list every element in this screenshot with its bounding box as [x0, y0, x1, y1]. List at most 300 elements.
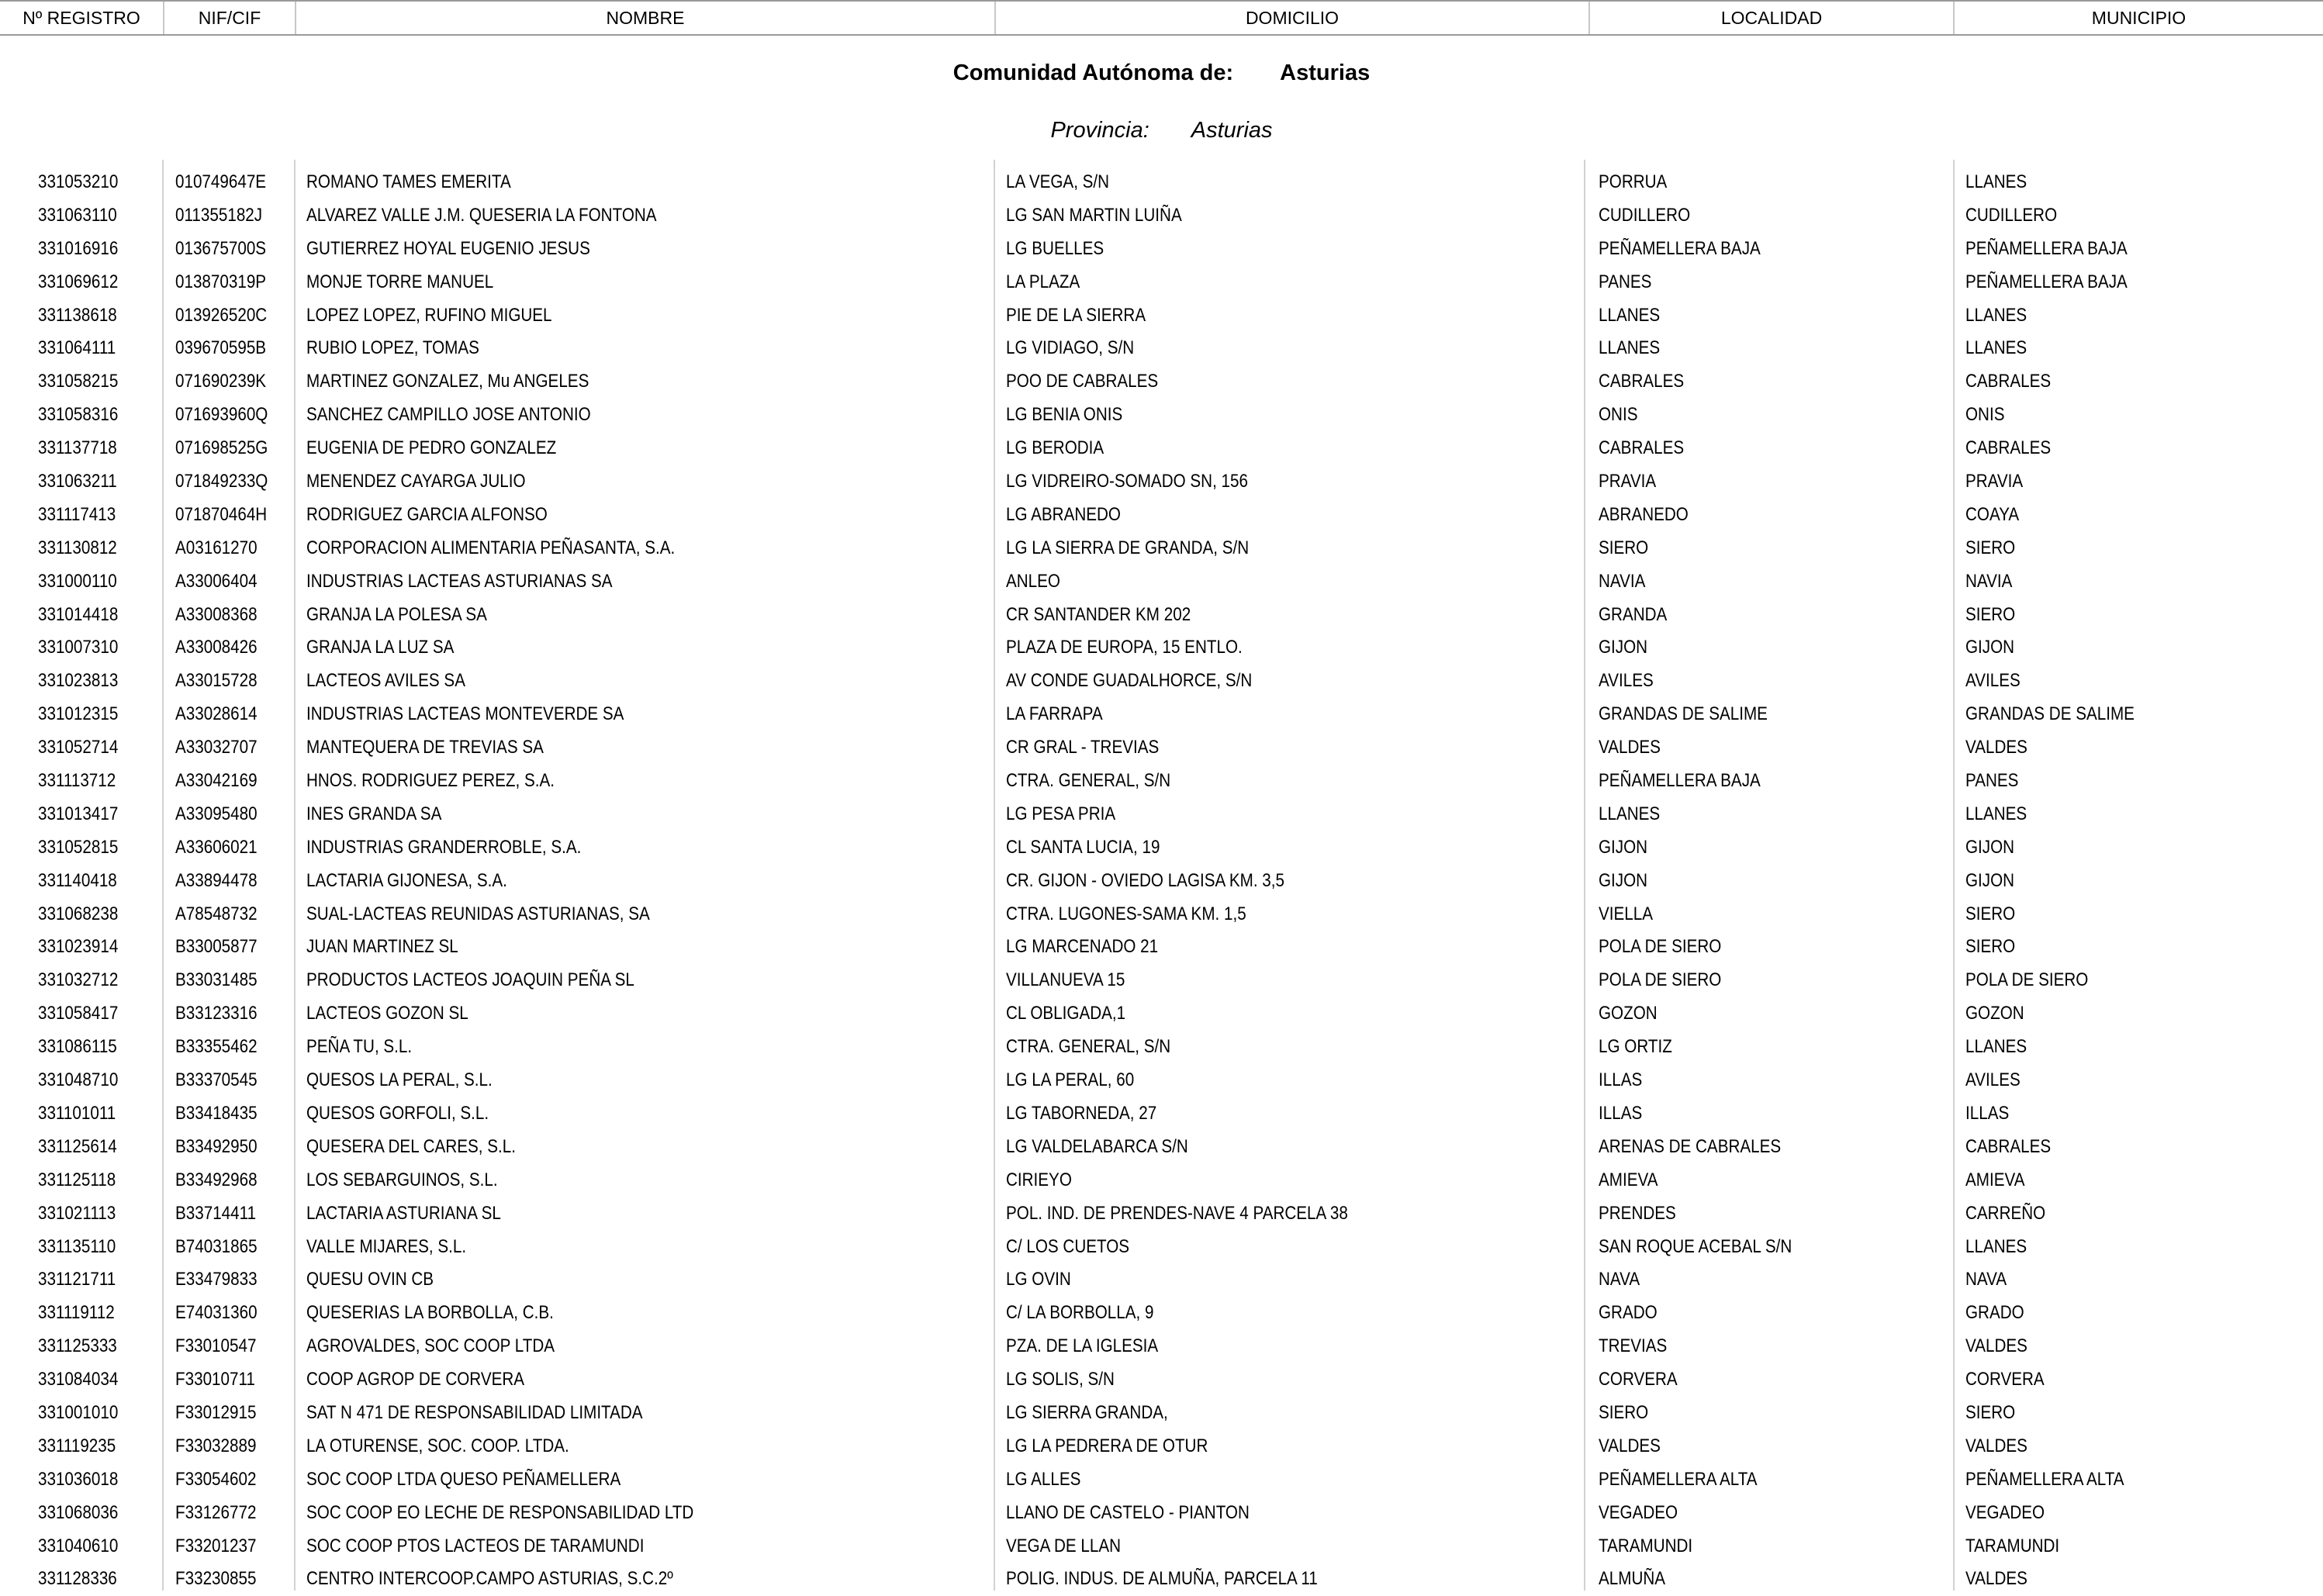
cell-municipio: CUDILLERO	[1965, 204, 2058, 226]
cell-localidad: CABRALES	[1599, 437, 1685, 459]
cell-municipio: SIERO	[1965, 936, 2016, 958]
table-row	[0, 964, 2323, 997]
cell-nombre: LACTARIA GIJONESA, S.A.	[306, 869, 507, 891]
cell-localidad: PEÑAMELLERA ALTA	[1599, 1468, 1758, 1490]
cell-domicilio: LG PESA PRIA	[1006, 803, 1116, 824]
cell-nif: 013870319P	[175, 271, 267, 292]
cell-localidad: GRANDA	[1599, 603, 1668, 625]
table-row	[0, 1463, 2323, 1497]
table-row	[0, 365, 2323, 399]
cell-registro: 331064111	[38, 337, 116, 359]
cell-domicilio: CTRA. LUGONES-SAMA KM. 1,5	[1006, 903, 1246, 924]
provincia-value: Asturias	[1191, 118, 1273, 143]
cell-nombre: LACTEOS AVILES SA	[306, 670, 465, 692]
cell-localidad: VEGADEO	[1599, 1501, 1678, 1523]
cell-localidad: CORVERA	[1599, 1369, 1678, 1390]
cell-municipio: TARAMUNDI	[1965, 1535, 2060, 1556]
cell-nif: B33005877	[175, 936, 258, 958]
registry-table-body	[0, 166, 2323, 1596]
cell-nombre: SUAL-LACTEAS REUNIDAS ASTURIANAS, SA	[306, 903, 650, 924]
cell-domicilio: LG MARCENADO 21	[1006, 936, 1159, 958]
cell-domicilio: LG OVIN	[1006, 1269, 1071, 1290]
cell-nombre: ALVAREZ VALLE J.M. QUESERIA LA FONTONA	[306, 204, 657, 226]
cell-registro: 331117413	[38, 503, 116, 525]
table-row	[0, 199, 2323, 233]
cell-localidad: PORRUA	[1599, 171, 1668, 192]
cell-municipio: VALDES	[1965, 737, 2027, 758]
cell-nombre: MARTINEZ GONZALEZ, Mu ANGELES	[306, 371, 589, 392]
cell-domicilio: VILLANUEVA 15	[1006, 969, 1125, 991]
cell-municipio: GIJON	[1965, 869, 2015, 891]
table-row	[0, 1064, 2323, 1097]
cell-nombre: QUESOS GORFOLI, S.L.	[306, 1102, 489, 1124]
cell-domicilio: LG TABORNEDA, 27	[1006, 1102, 1157, 1124]
table-row	[0, 599, 2323, 632]
cell-domicilio: CTRA. GENERAL, S/N	[1006, 770, 1171, 792]
cell-nombre: VALLE MIJARES, S.L.	[306, 1235, 467, 1257]
cell-registro: 331048710	[38, 1069, 119, 1091]
cell-municipio: SIERO	[1965, 1401, 2016, 1423]
cell-localidad: NAVA	[1599, 1269, 1640, 1290]
cell-registro: 331121711	[38, 1269, 116, 1290]
cell-municipio: CARREÑO	[1965, 1202, 2046, 1224]
header-domicilio: DOMICILIO	[994, 2, 1588, 34]
cell-municipio: SIERO	[1965, 903, 2016, 924]
cell-registro: 331014418	[38, 603, 119, 625]
cell-registro: 331001010	[38, 1401, 119, 1423]
cell-nombre: LOS SEBARGUINOS, S.L.	[306, 1169, 498, 1190]
table-row	[0, 1430, 2323, 1463]
table-row	[0, 266, 2323, 299]
cell-domicilio: PIE DE LA SIERRA	[1006, 304, 1146, 326]
cell-municipio: LLANES	[1965, 803, 2027, 824]
cell-domicilio: CL SANTA LUCIA, 19	[1006, 836, 1160, 858]
cell-nif: B33492950	[175, 1135, 258, 1157]
cell-nombre: CORPORACION ALIMENTARIA PEÑASANTA, S.A.	[306, 537, 676, 558]
cell-municipio: COAYA	[1965, 503, 2020, 525]
column-header-row	[0, 0, 2323, 36]
cell-nombre: ROMANO TAMES EMERITA	[306, 171, 511, 192]
cell-nombre: JUAN MARTINEZ SL	[306, 936, 458, 958]
table-row	[0, 465, 2323, 499]
table-row	[0, 532, 2323, 565]
cell-domicilio: LA PLAZA	[1006, 271, 1080, 292]
cell-domicilio: LG BUELLES	[1006, 237, 1104, 259]
cell-localidad: ARENAS DE CABRALES	[1599, 1135, 1782, 1157]
cell-domicilio: CL OBLIGADA,1	[1006, 1003, 1126, 1024]
cell-localidad: LLANES	[1599, 803, 1661, 824]
cell-localidad: GIJON	[1599, 836, 1648, 858]
cell-nif: 071693960Q	[175, 404, 268, 426]
cell-domicilio: LG LA PERAL, 60	[1006, 1069, 1135, 1091]
cell-localidad: ONIS	[1599, 404, 1638, 426]
cell-nombre: SAT N 471 DE RESPONSABILIDAD LIMITADA	[306, 1401, 643, 1423]
table-row	[0, 931, 2323, 964]
table-row	[0, 1563, 2323, 1596]
cell-registro: 331023914	[38, 936, 119, 958]
cell-nif: A33015728	[175, 670, 258, 692]
cell-nif: A33006404	[175, 570, 258, 592]
cell-nif: A33042169	[175, 770, 258, 792]
table-row	[0, 1231, 2323, 1264]
cell-nif: F33010711	[175, 1369, 255, 1390]
cell-registro: 331058316	[38, 404, 119, 426]
table-row	[0, 1297, 2323, 1330]
cell-localidad: PRAVIA	[1599, 471, 1657, 492]
cell-registro: 331128336	[38, 1568, 117, 1590]
cell-localidad: GIJON	[1599, 869, 1648, 891]
cell-nif: B33714411	[175, 1202, 257, 1224]
cell-registro: 331007310	[38, 637, 119, 658]
cell-nif: A33894478	[175, 869, 258, 891]
table-row	[0, 1530, 2323, 1563]
cell-nif: B33370545	[175, 1069, 258, 1091]
cell-nombre: GRANJA LA POLESA SA	[306, 603, 487, 625]
cell-nif: B33492968	[175, 1169, 258, 1190]
cell-localidad: GRADO	[1599, 1302, 1658, 1324]
cell-nif: B33031485	[175, 969, 258, 991]
cell-domicilio: C/ LOS CUETOS	[1006, 1235, 1130, 1257]
cell-domicilio: LG BENIA ONIS	[1006, 404, 1123, 426]
cell-nombre: MENENDEZ CAYARGA JULIO	[306, 471, 526, 492]
cell-municipio: GOZON	[1965, 1003, 2024, 1024]
cell-domicilio: LG ALLES	[1006, 1468, 1081, 1490]
cell-nif: B33418435	[175, 1102, 258, 1124]
cell-nif: A78548732	[175, 903, 258, 924]
cell-domicilio: CR. GIJON - OVIEDO LAGISA KM. 3,5	[1006, 869, 1284, 891]
cell-registro: 331138618	[38, 304, 117, 326]
cell-domicilio: LA FARRAPA	[1006, 703, 1103, 725]
cell-municipio: LLANES	[1965, 337, 2027, 359]
cell-domicilio: LG VIDIAGO, S/N	[1006, 337, 1135, 359]
cell-nif: E74031360	[175, 1302, 258, 1324]
cell-localidad: ILLAS	[1599, 1069, 1643, 1091]
cell-domicilio: CR GRAL - TREVIAS	[1006, 737, 1160, 758]
cell-nombre: GUTIERREZ HOYAL EUGENIO JESUS	[306, 237, 590, 259]
comunidad-label: Comunidad Autónoma de:	[952, 60, 1234, 85]
cell-nombre: INDUSTRIAS LACTEAS MONTEVERDE SA	[306, 703, 624, 725]
cell-registro: 331012315	[38, 703, 119, 725]
cell-nombre: MONJE TORRE MANUEL	[306, 271, 494, 292]
cell-nif: A03161270	[175, 537, 258, 558]
cell-nombre: SANCHEZ CAMPILLO JOSE ANTONIO	[306, 404, 591, 426]
provincia-label: Provincia:	[1050, 118, 1149, 143]
cell-registro: 331130812	[38, 537, 117, 558]
cell-municipio: GIJON	[1965, 836, 2015, 858]
table-row	[0, 499, 2323, 532]
cell-municipio: VEGADEO	[1965, 1501, 2045, 1523]
table-row	[0, 233, 2323, 266]
cell-localidad: NAVIA	[1599, 570, 1646, 592]
cell-localidad: PANES	[1599, 271, 1652, 292]
cell-nif: 013675700S	[175, 237, 267, 259]
table-row	[0, 1097, 2323, 1131]
table-row	[0, 665, 2323, 698]
cell-localidad: POLA DE SIERO	[1599, 969, 1722, 991]
cell-registro: 331013417	[38, 803, 119, 824]
cell-registro: 331068238	[38, 903, 119, 924]
cell-domicilio: POL. IND. DE PRENDES-NAVE 4 PARCELA 38	[1006, 1202, 1348, 1224]
cell-registro: 331125118	[38, 1169, 116, 1190]
cell-registro: 331125333	[38, 1335, 117, 1357]
cell-domicilio: LG SIERRA GRANDA,	[1006, 1401, 1168, 1423]
cell-domicilio: AV CONDE GUADALHORCE, S/N	[1006, 670, 1253, 692]
cell-nombre: SOC COOP LTDA QUESO PEÑAMELLERA	[306, 1468, 621, 1490]
table-row	[0, 332, 2323, 365]
cell-nombre: LACTEOS GOZON SL	[306, 1003, 468, 1024]
table-row	[0, 1263, 2323, 1297]
cell-municipio: AVILES	[1965, 670, 2021, 692]
table-row	[0, 166, 2323, 199]
cell-registro: 331021113	[38, 1202, 116, 1224]
cell-localidad: AMIEVA	[1599, 1169, 1658, 1190]
cell-localidad: GIJON	[1599, 637, 1648, 658]
cell-nombre: GRANJA LA LUZ SA	[306, 637, 455, 658]
cell-municipio: AMIEVA	[1965, 1169, 2025, 1190]
cell-localidad: GOZON	[1599, 1003, 1658, 1024]
table-row	[0, 898, 2323, 931]
cell-nif: 071698525G	[175, 437, 268, 459]
cell-nif: 071690239K	[175, 371, 267, 392]
cell-registro: 331032712	[38, 969, 119, 991]
cell-domicilio: LG LA PEDRERA DE OTUR	[1006, 1435, 1208, 1456]
cell-municipio: VALDES	[1965, 1568, 2027, 1590]
cell-municipio: SIERO	[1965, 537, 2016, 558]
cell-domicilio: LG BERODIA	[1006, 437, 1104, 459]
cell-municipio: CABRALES	[1965, 1135, 2052, 1157]
cell-localidad: VALDES	[1599, 737, 1661, 758]
cell-nif: 011355182J	[175, 204, 263, 226]
cell-localidad: TREVIAS	[1599, 1335, 1668, 1357]
cell-nombre: COOP AGROP DE CORVERA	[306, 1369, 525, 1390]
cell-localidad: LLANES	[1599, 304, 1661, 326]
cell-domicilio: POO DE CABRALES	[1006, 371, 1159, 392]
cell-domicilio: VEGA DE LLAN	[1006, 1535, 1121, 1556]
cell-nombre: AGROVALDES, SOC COOP LTDA	[306, 1335, 555, 1357]
table-row	[0, 731, 2323, 765]
cell-nombre: RUBIO LOPEZ, TOMAS	[306, 337, 479, 359]
cell-registro: 331040610	[38, 1535, 119, 1556]
cell-municipio: LLANES	[1965, 1036, 2027, 1058]
cell-nif: B33123316	[175, 1003, 258, 1024]
cell-municipio: VALDES	[1965, 1435, 2027, 1456]
table-row	[0, 765, 2323, 798]
table-row	[0, 997, 2323, 1031]
table-row	[0, 865, 2323, 898]
cell-municipio: PEÑAMELLERA ALTA	[1965, 1468, 2124, 1490]
cell-municipio: CABRALES	[1965, 371, 2052, 392]
cell-registro: 331000110	[38, 570, 117, 592]
cell-nombre: INDUSTRIAS GRANDERROBLE, S.A.	[306, 836, 582, 858]
cell-nif: F33032889	[175, 1435, 257, 1456]
cell-localidad: SIERO	[1599, 1401, 1649, 1423]
cell-nombre: MANTEQUERA DE TREVIAS SA	[306, 737, 544, 758]
cell-domicilio: LA VEGA, S/N	[1006, 171, 1110, 192]
cell-municipio: NAVIA	[1965, 570, 2013, 592]
cell-domicilio: CIRIEYO	[1006, 1169, 1072, 1190]
cell-localidad: TARAMUNDI	[1599, 1535, 1693, 1556]
comunidad-value: Asturias	[1280, 60, 1371, 85]
cell-registro: 331101011	[38, 1102, 116, 1124]
cell-localidad: SIERO	[1599, 537, 1649, 558]
cell-nif: E33479833	[175, 1269, 258, 1290]
comunidad-heading	[0, 60, 2323, 86]
table-row	[0, 798, 2323, 831]
cell-localidad: CABRALES	[1599, 371, 1685, 392]
table-row	[0, 1131, 2323, 1164]
cell-registro: 331063211	[38, 471, 117, 492]
cell-registro: 331113712	[38, 770, 116, 792]
cell-registro: 331036018	[38, 1468, 119, 1490]
table-row	[0, 565, 2323, 599]
cell-nombre: LOPEZ LOPEZ, RUFINO MIGUEL	[306, 304, 552, 326]
cell-domicilio: POLIG. INDUS. DE ALMUÑA, PARCELA 11	[1006, 1568, 1318, 1590]
cell-localidad: GRANDAS DE SALIME	[1599, 703, 1768, 725]
cell-localidad: SAN ROQUE ACEBAL S/N	[1599, 1235, 1792, 1257]
cell-domicilio: C/ LA BORBOLLA, 9	[1006, 1302, 1154, 1324]
cell-nif: A33095480	[175, 803, 258, 824]
cell-registro: 331052714	[38, 737, 119, 758]
header-municipio: MUNICIPIO	[1953, 2, 2323, 34]
cell-nombre: CENTRO INTERCOOP.CAMPO ASTURIAS, S.C.2º	[306, 1568, 673, 1590]
cell-nif: A33008426	[175, 637, 258, 658]
cell-nif: A33606021	[175, 836, 258, 858]
cell-nif: F33126772	[175, 1501, 257, 1523]
cell-nombre: LACTARIA ASTURIANA SL	[306, 1202, 501, 1224]
cell-nombre: INES GRANDA SA	[306, 803, 442, 824]
table-row	[0, 698, 2323, 731]
cell-municipio: LLANES	[1965, 171, 2027, 192]
cell-nombre: EUGENIA DE PEDRO GONZALEZ	[306, 437, 557, 459]
cell-nif: A33032707	[175, 737, 258, 758]
cell-nif: F33010547	[175, 1335, 257, 1357]
cell-municipio: GIJON	[1965, 637, 2015, 658]
cell-domicilio: ANLEO	[1006, 570, 1060, 592]
cell-domicilio: LG LA SIERRA DE GRANDA, S/N	[1006, 537, 1250, 558]
cell-localidad: VIELLA	[1599, 903, 1653, 924]
cell-municipio: LLANES	[1965, 304, 2027, 326]
table-row	[0, 399, 2323, 432]
table-row	[0, 432, 2323, 465]
table-row	[0, 1363, 2323, 1397]
cell-domicilio: PZA. DE LA IGLESIA	[1006, 1335, 1159, 1357]
cell-registro: 331137718	[38, 437, 117, 459]
cell-municipio: AVILES	[1965, 1069, 2021, 1091]
cell-nif: 013926520C	[175, 304, 268, 326]
cell-localidad: PRENDES	[1599, 1202, 1676, 1224]
header-nombre: NOMBRE	[295, 2, 994, 34]
cell-nombre: QUESU OVIN CB	[306, 1269, 434, 1290]
cell-registro: 331140418	[38, 869, 117, 891]
cell-registro: 331084034	[38, 1369, 119, 1390]
cell-nombre: SOC COOP EO LECHE DE RESPONSABILIDAD LTD	[306, 1501, 694, 1523]
table-row	[0, 1197, 2323, 1231]
cell-nombre: QUESERIAS LA BORBOLLA, C.B.	[306, 1302, 554, 1324]
cell-domicilio: LG SOLIS, S/N	[1006, 1369, 1115, 1390]
cell-municipio: POLA DE SIERO	[1965, 969, 2089, 991]
cell-domicilio: CR SANTANDER KM 202	[1006, 603, 1191, 625]
cell-nif: A33008368	[175, 603, 258, 625]
cell-localidad: VALDES	[1599, 1435, 1661, 1456]
cell-nif: F33054602	[175, 1468, 257, 1490]
cell-municipio: PRAVIA	[1965, 471, 2024, 492]
cell-municipio: PEÑAMELLERA BAJA	[1965, 237, 2128, 259]
cell-registro: 331086115	[38, 1036, 117, 1058]
cell-domicilio: LG VALDELABARCA S/N	[1006, 1135, 1188, 1157]
cell-registro: 331053210	[38, 171, 119, 192]
cell-nif: B33355462	[175, 1036, 258, 1058]
table-row	[0, 831, 2323, 865]
cell-municipio: CORVERA	[1965, 1369, 2045, 1390]
cell-domicilio: LG ABRANEDO	[1006, 503, 1121, 525]
cell-nombre: PRODUCTOS LACTEOS JOAQUIN PEÑA SL	[306, 969, 634, 991]
table-row	[0, 299, 2323, 333]
table-row	[0, 631, 2323, 665]
cell-nombre: PEÑA TU, S.L.	[306, 1036, 413, 1058]
cell-municipio: GRADO	[1965, 1302, 2024, 1324]
cell-municipio: ILLAS	[1965, 1102, 2010, 1124]
cell-nif: 071849233Q	[175, 471, 268, 492]
cell-municipio: PEÑAMELLERA BAJA	[1965, 271, 2128, 292]
cell-nombre: QUESOS LA PERAL, S.L.	[306, 1069, 493, 1091]
cell-nif: 010749647E	[175, 171, 267, 192]
cell-registro: 331068036	[38, 1501, 119, 1523]
cell-municipio: LLANES	[1965, 1235, 2027, 1257]
cell-localidad: POLA DE SIERO	[1599, 936, 1722, 958]
cell-registro: 331119235	[38, 1435, 116, 1456]
cell-nombre: LA OTURENSE, SOC. COOP. LTDA.	[306, 1435, 569, 1456]
cell-localidad: ABRANEDO	[1599, 503, 1689, 525]
cell-nif: 071870464H	[175, 503, 268, 525]
cell-municipio: GRANDAS DE SALIME	[1965, 703, 2135, 725]
cell-registro: 331058215	[38, 371, 119, 392]
cell-municipio: VALDES	[1965, 1335, 2027, 1357]
header-nif: NIF/CIF	[163, 2, 295, 34]
cell-registro: 331069612	[38, 271, 119, 292]
cell-registro: 331058417	[38, 1003, 119, 1024]
cell-domicilio: PLAZA DE EUROPA, 15 ENTLO.	[1006, 637, 1243, 658]
cell-registro: 331016916	[38, 237, 119, 259]
cell-nombre: QUESERA DEL CARES, S.L.	[306, 1135, 516, 1157]
cell-municipio: NAVA	[1965, 1269, 2007, 1290]
cell-registro: 331119112	[38, 1302, 115, 1324]
cell-registro: 331125614	[38, 1135, 117, 1157]
cell-domicilio: LG VIDREIRO-SOMADO SN, 156	[1006, 471, 1248, 492]
cell-registro: 331063110	[38, 204, 117, 226]
provincia-heading	[0, 118, 2323, 143]
table-row	[0, 1330, 2323, 1363]
cell-domicilio: CTRA. GENERAL, S/N	[1006, 1036, 1171, 1058]
cell-municipio: CABRALES	[1965, 437, 2052, 459]
cell-localidad: ILLAS	[1599, 1102, 1643, 1124]
cell-localidad: LLANES	[1599, 337, 1661, 359]
table-row	[0, 1397, 2323, 1430]
cell-domicilio: LLANO DE CASTELO - PIANTON	[1006, 1501, 1250, 1523]
cell-localidad: LG ORTIZ	[1599, 1036, 1672, 1058]
header-localidad: LOCALIDAD	[1588, 2, 1953, 34]
cell-nombre: HNOS. RODRIGUEZ PEREZ, S.A.	[306, 770, 555, 792]
cell-localidad: CUDILLERO	[1599, 204, 1691, 226]
header-registro: Nº REGISTRO	[22, 8, 140, 28]
table-row	[0, 1031, 2323, 1064]
cell-nif: A33028614	[175, 703, 258, 725]
table-row	[0, 1497, 2323, 1530]
cell-nombre: SOC COOP PTOS LACTEOS DE TARAMUNDI	[306, 1535, 645, 1556]
cell-nif: F33230855	[175, 1568, 257, 1590]
cell-municipio: SIERO	[1965, 603, 2016, 625]
cell-localidad: PEÑAMELLERA BAJA	[1599, 237, 1761, 259]
cell-localidad: ALMUÑA	[1599, 1568, 1666, 1590]
